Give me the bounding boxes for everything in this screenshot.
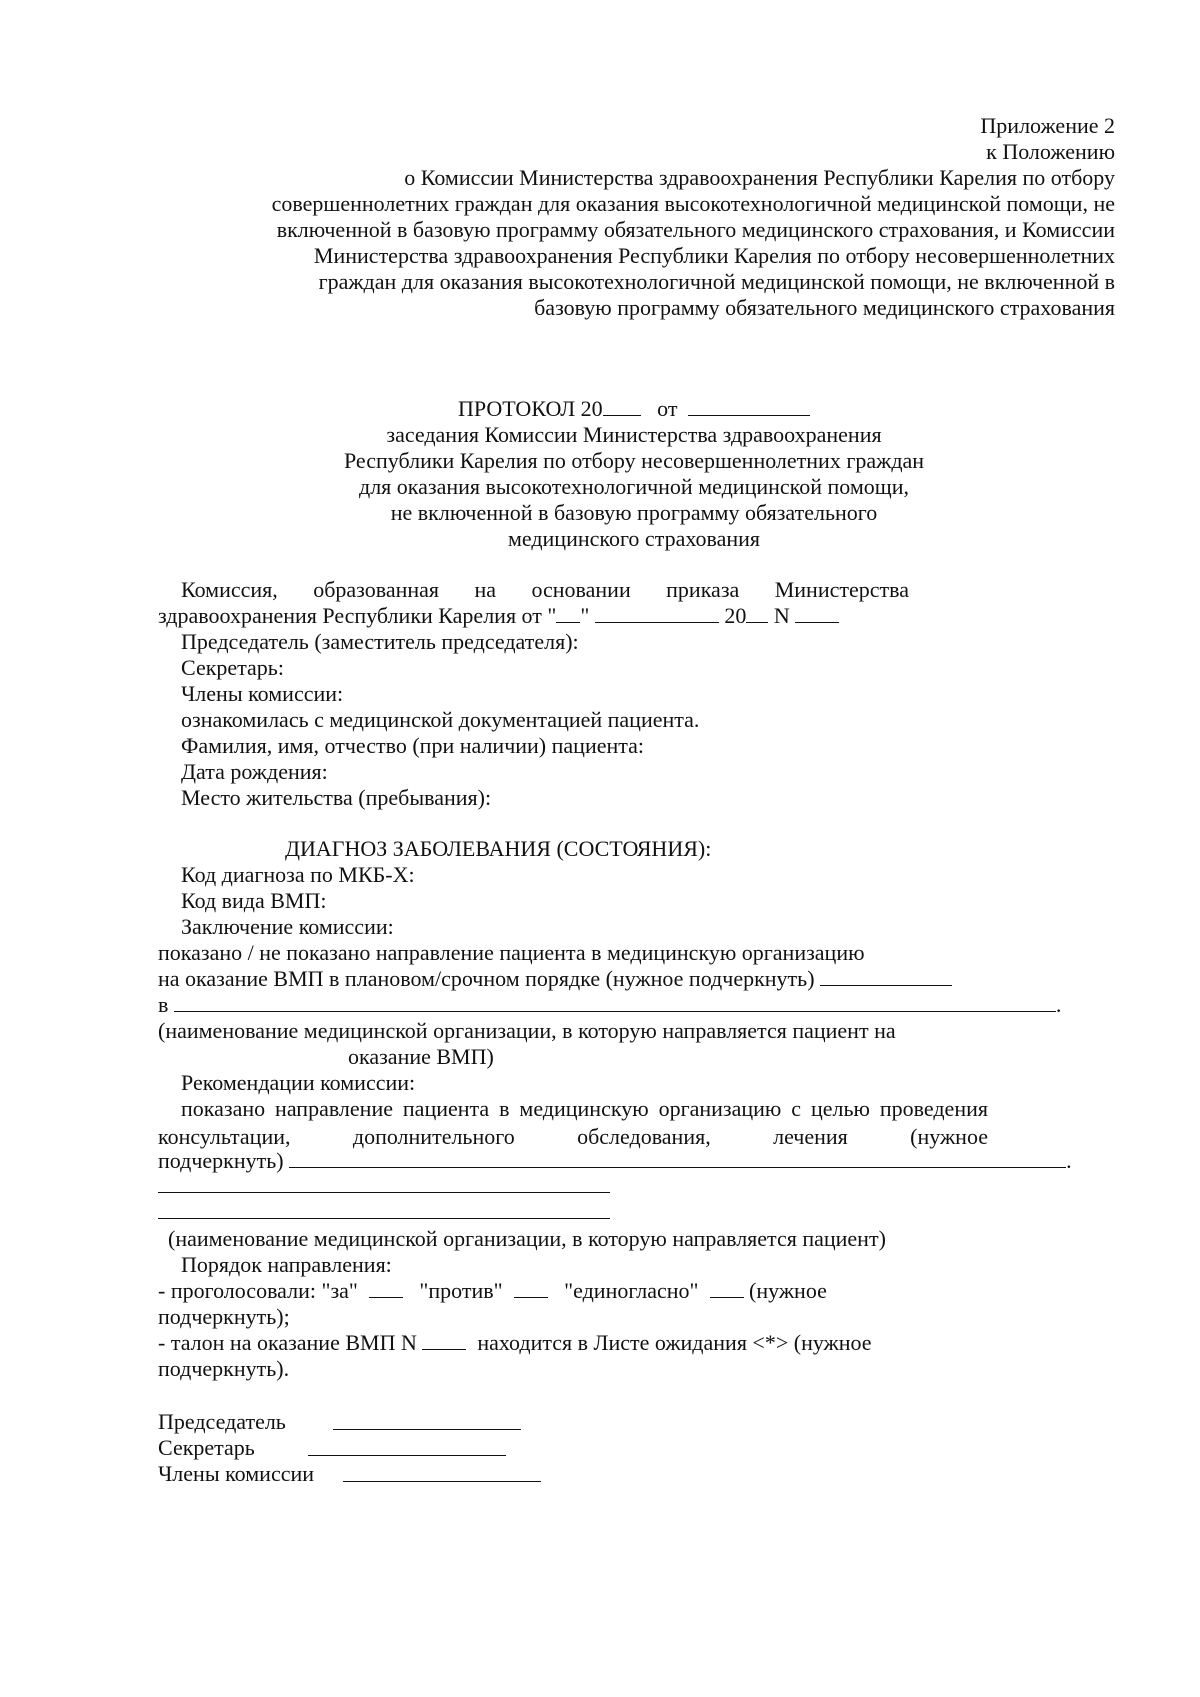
reviewed-text: ознакомилась с медицинской документацией пациента. [181, 707, 700, 732]
order-day-blank [556, 602, 580, 623]
org-note-line-1: (наименование медицинской организации, в которую направляется пациент на [158, 1018, 896, 1043]
appendix-line-4: совершеннолетних граждан для оказания высокотехнологичной медицинской помощи, не [271, 191, 1115, 216]
protocol-date-blank [688, 395, 810, 416]
appendix-line-1: Приложение 2 [980, 113, 1115, 138]
indicated-line-2-text: на оказание ВМП в плановом/срочном порядке (нужное подчеркнуть) [158, 966, 815, 991]
rec-org-extra-line-1 [158, 1192, 610, 1193]
org-note-line-2: оказание ВМП) [348, 1044, 494, 1069]
recommendation-last-line: подчеркнуть) . [158, 1148, 1072, 1173]
org-note-2: (наименование медицинской организации, в которую направляется пациент) [168, 1226, 886, 1251]
protocol-title [458, 395, 810, 423]
residence-label: Место жительства (пребывания): [181, 785, 492, 810]
vote-for-blank [369, 1277, 403, 1298]
vote-unanimous-label: "единогласно" [564, 1278, 699, 1303]
birth-date-label: Дата рождения: [181, 759, 328, 784]
vmp-code-label: Код вида ВМП: [181, 888, 327, 913]
signature-chairman-line [333, 1429, 521, 1430]
ticket-number-blank [422, 1329, 466, 1350]
protocol-title-number: ПРОТОКОЛ 20 [458, 396, 603, 421]
appendix-line-8: базовую программу обязательного медицинского страхования [534, 295, 1115, 320]
org-name-blank [174, 991, 1056, 1012]
vote-line-2: подчеркнуть); [158, 1304, 290, 1329]
commission-paragraph: Комиссия, образованная на основании приказа Министерства [181, 577, 909, 602]
recommendations-label: Рекомендации комиссии: [181, 1070, 416, 1095]
indicated-line-2 [158, 965, 952, 993]
appendix-line-7: граждан для оказания высокотехнологичной медицинской помощи, не включенной в [318, 269, 1115, 294]
members-label: Члены комиссии: [181, 681, 344, 706]
order-year-prefix: 20 [724, 603, 747, 628]
protocol-sub-3: для оказания высокотехнологичной медицинской помощи, [359, 474, 909, 499]
diagnosis-heading: ДИАГНОЗ ЗАБОЛЕВАНИЯ (СОСТОЯНИЯ): [285, 836, 712, 861]
appendix-line-5: включенной в базовую программу обязательного медицинского страхования, и Комиссии [276, 217, 1115, 242]
ticket-label: - талон на оказание ВМП N [158, 1330, 417, 1355]
order-day-quote: " [580, 603, 590, 628]
signature-secretary-line [308, 1455, 506, 1456]
order-number-label: N [773, 603, 790, 628]
signature-members-line [343, 1481, 541, 1482]
appendix-line-2: к Положению [986, 139, 1115, 164]
protocol-sub-2: Республики Карелия по отбору несовершеннолетних граждан [343, 448, 925, 473]
patient-name-label: Фамилия, имя, отчество (при наличии) пациента: [181, 733, 645, 758]
rec-org-extra-line-2 [158, 1218, 610, 1219]
vote-against-blank [514, 1277, 548, 1298]
order-date-prefix: здравоохранения Республики Карелия от " [158, 603, 557, 628]
conclusion-label: Заключение комиссии: [181, 914, 394, 939]
order-number-blank [795, 602, 839, 623]
indicated-line-1: показано / не показано направление пациента в медицинскую организацию [158, 940, 865, 965]
signature-members-label: Члены комиссии [158, 1461, 315, 1486]
protocol-number-blank [603, 395, 641, 416]
ticket-waiting-text: находится в Листе ожидания <*> (нужное [477, 1330, 872, 1355]
rec-underline-instruction: подчеркнуть) [158, 1148, 284, 1173]
secretary-label: Секретарь: [181, 655, 284, 680]
ticket-line-2: подчеркнуть). [158, 1356, 290, 1381]
order-month-blank [595, 602, 719, 623]
signature-secretary-label: Секретарь [158, 1435, 255, 1460]
commission-paragraph-line2 [158, 602, 839, 630]
protocol-sub-4: не включенной в базовую программу обязательного [390, 500, 878, 525]
signature-chairman [158, 1408, 286, 1436]
in-label: в [158, 992, 169, 1017]
vote-for-label: - проголосовали: "за" [158, 1278, 358, 1303]
protocol-sub-1: заседания Комиссии Министерства здравоохранения [386, 422, 882, 447]
recommendation-paragraph: показано направление пациента в медицинскую организацию с целью проведения консультации, дополнительного обследования, лечения (нужное [158, 1096, 988, 1149]
appendix-line-6: Министерства здравоохранения Республики Карелия по отбору несовершеннолетних [313, 243, 1115, 268]
vote-instruction: (нужное [749, 1278, 827, 1303]
indicated-blank [820, 965, 952, 986]
protocol-sub-5: медицинского страхования [507, 526, 761, 551]
referral-order-label: Порядок направления: [181, 1252, 392, 1277]
signature-chairman-label: Председатель [158, 1409, 286, 1434]
vote-against-label: "против" [419, 1278, 503, 1303]
order-year-blank [746, 602, 768, 623]
ticket-line [158, 1329, 872, 1357]
chairman-label: Председатель (заместитель председателя): [181, 629, 579, 654]
vote-unanimous-blank [710, 1277, 744, 1298]
icd-code-label: Код диагноза по МКБ-X: [181, 862, 415, 887]
signature-members [158, 1460, 314, 1488]
appendix-line-3: о Комиссии Министерства здравоохранения Республики Карелия по отбору [404, 165, 1115, 190]
protocol-title-date-label: от [657, 396, 678, 421]
in-org-line: в . [158, 992, 1062, 1017]
vote-line [158, 1277, 827, 1305]
rec-org-blank [289, 1147, 1066, 1168]
signature-secretary [158, 1434, 255, 1462]
